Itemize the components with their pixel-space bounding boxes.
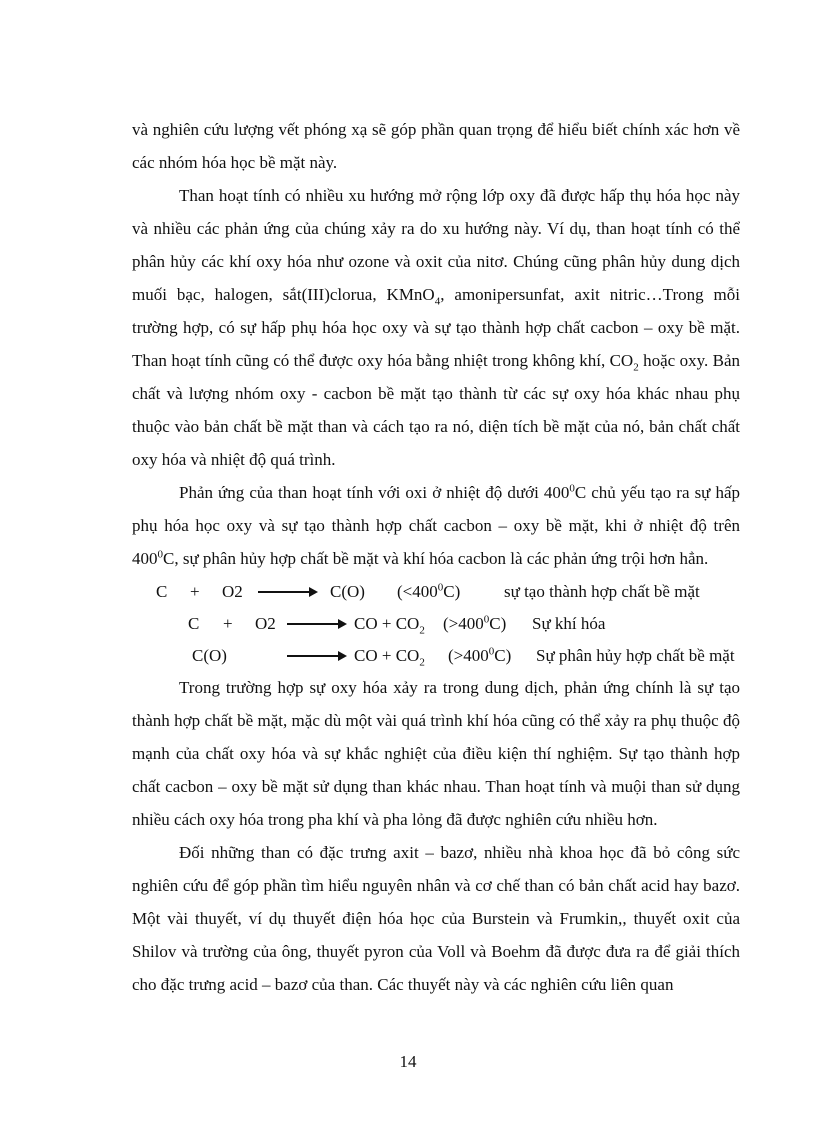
document-body <box>132 113 740 1001</box>
paragraph-solution-oxidation <box>132 671 740 836</box>
equation-row <box>132 575 740 607</box>
paragraph-text: hoặc oxy. Bản chất và lượng nhóm oxy - cacbon bề mặt tạo thành từ các sự oxy hóa khác nhau phụ thuộc vào bản chất bề mặt than và cách tạo ra nó, diện tích bề mặt của nó, bản chất chất oxy hóa và nhiệt độ quá trình. <box>132 351 740 469</box>
condition-text: (<400 <box>397 582 438 601</box>
product: C(O) <box>330 582 365 601</box>
equation-description: Sự phân hủy hợp chất bề mặt <box>536 646 735 665</box>
plus-sign: + <box>223 614 233 633</box>
paragraph-text: C, sự phân hủy hợp chất bề mặt và khí hóa cacbon là các phản ứng trội hơn hẳn. <box>163 549 709 568</box>
superscript: 0 <box>437 581 444 594</box>
paragraph-text: , amonipersunfat, axit nitric…Trong mỗi trường hợp, có sự hấp phụ hóa học oxy và sự tạo thành hợp chất cacbon – oxy bề mặt. Than hoạt tính cũng có thể được oxy hóa bằng nhiệt trong không khí, CO <box>132 285 740 370</box>
reactant: C <box>188 614 200 633</box>
paragraph-text: Than hoạt tính có nhiều xu hướng mở rộng lớp oxy đã được hấp thụ hóa học này và nhiều các phản ứng của chúng xảy ra do xu hướng này. Ví dụ, than hoạt tính có thể phân hủy các khí oxy hóa như ozone và oxit của nitơ. Chúng cũng phân hủy dung dịch muối bạc, halogen, sắt(III)clorua, KMnO <box>132 186 740 304</box>
paragraph-text: và nghiên cứu lượng vết phóng xạ sẽ góp phần quan trọng để hiểu biết chính xác hơn về các nhóm hóa học bề mặt này. <box>132 120 740 172</box>
paragraph-text: Phản ứng của than hoạt tính với oxi ở nhiệt độ dưới 400 <box>179 483 570 502</box>
product <box>354 639 425 672</box>
condition <box>397 575 460 608</box>
superscript: 0 <box>569 482 575 495</box>
product-text: CO + CO <box>354 646 420 665</box>
condition <box>448 639 511 672</box>
subscript: 2 <box>633 361 639 374</box>
plus-sign: + <box>190 582 200 601</box>
paragraph-oxidation-tendency <box>132 179 740 476</box>
superscript: 0 <box>483 613 490 626</box>
reaction-equations <box>132 575 740 671</box>
product-text: CO + CO <box>354 614 420 633</box>
subscript: 2 <box>419 656 425 669</box>
reaction-arrow-icon <box>258 591 316 593</box>
equation-row <box>132 607 740 639</box>
reactant: O2 <box>255 614 276 633</box>
condition-text: C) <box>443 582 461 601</box>
paragraph-temperature-reaction <box>132 476 740 575</box>
condition-text: (>400 <box>448 646 489 665</box>
condition-text: C) <box>494 646 512 665</box>
paragraph-text: Trong trường hợp sự oxy hóa xảy ra trong dung dịch, phản ứng chính là sự tạo thành hợp chất bề mặt, mặc dù một vài quá trình khí hóa cũng có thể xảy ra phụ thuộc độ mạnh của chất oxy hóa và sự khắc nghiệt của điều kiện thí nghiệm. Sự tạo thành hợp chất cacbon – oxy bề mặt sử dụng than khác nhau. Than hoạt tính và muội than sử dụng nhiều cách oxy hóa trong pha khí và pha lỏng đã được nghiên cứu nhiều hơn. <box>132 678 740 829</box>
equation-description: Sự khí hóa <box>532 614 606 633</box>
reactant: O2 <box>222 582 243 601</box>
page-number: 14 <box>399 1052 417 1071</box>
subscript: 4 <box>434 295 441 308</box>
equation-row <box>132 639 740 671</box>
equation-description: sự tạo thành hợp chất bề mặt <box>504 582 700 601</box>
paragraph-text: C chủ yếu tạo ra sự hấp phụ hóa học oxy và sự tạo thành hợp chất cacbon – oxy bề mặt, khi ở nhiệt độ trên 400 <box>132 483 740 568</box>
reactant: C(O) <box>192 646 227 665</box>
paragraph-continued <box>132 113 740 179</box>
reaction-arrow-icon <box>287 655 345 657</box>
condition-text: (>400 <box>443 614 484 633</box>
product <box>354 607 425 640</box>
paragraph-acid-base-theories <box>132 836 740 1001</box>
superscript: 0 <box>488 645 495 658</box>
subscript: 2 <box>419 624 425 637</box>
reaction-arrow-icon <box>287 623 345 625</box>
condition-text: C) <box>489 614 507 633</box>
reactant: C <box>156 582 168 601</box>
superscript: 0 <box>157 548 163 561</box>
condition <box>443 607 506 640</box>
paragraph-text: Đối những than có đặc trưng axit – bazơ, nhiều nhà khoa học đã bỏ công sức nghiên cứu để góp phần tìm hiểu nguyên nhân và cơ chế than có bản chất acid hay bazơ. Một vài thuyết, ví dụ thuyết điện hóa học của Burstein và Frumkin,, thuyết oxit của Shilov và trường của ông, thuyết pyron của Voll và Boehm đã được đưa ra để giải thích cho đặc trưng acid – bazơ của than. Các thuyết này và các nghiên cứu liên quan <box>132 843 740 994</box>
